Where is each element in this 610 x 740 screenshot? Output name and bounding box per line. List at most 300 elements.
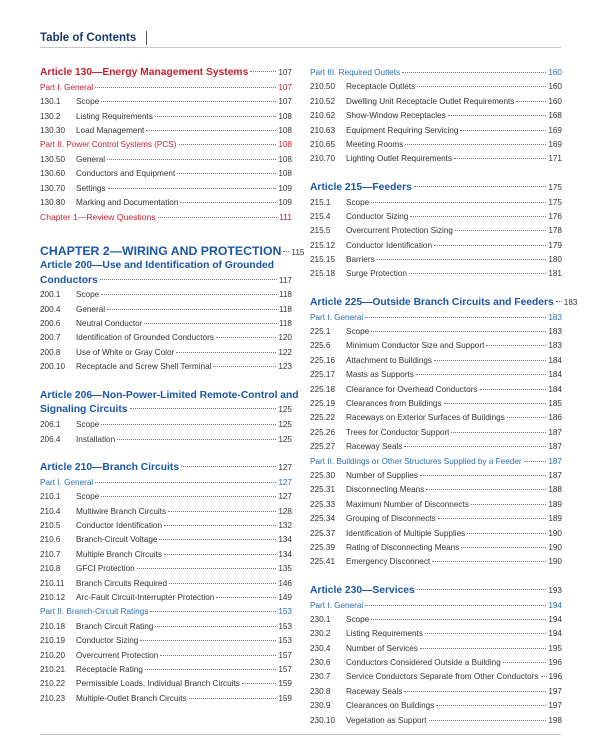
toc-row[interactable] <box>40 331 292 345</box>
section-title: Trees for Conductor Support <box>346 427 450 437</box>
page-number: 153 <box>278 607 292 617</box>
dot-leader <box>101 294 277 295</box>
section-title: Overcurrent Protection Sizing <box>346 226 453 236</box>
toc-row[interactable] <box>310 685 562 699</box>
section-title: Branch Circuits Required <box>76 578 168 588</box>
section-title: Scope <box>346 197 370 207</box>
part-heading[interactable] <box>40 210 292 224</box>
spacer <box>310 570 562 584</box>
toc-row[interactable] <box>40 490 292 504</box>
toc-row[interactable] <box>310 627 562 641</box>
toc-row[interactable] <box>310 95 562 109</box>
section-number: 206.1 <box>40 420 61 430</box>
section-number: 215.12 <box>310 240 336 250</box>
dot-leader <box>365 317 546 318</box>
dot-leader <box>169 583 276 584</box>
section-number: 230.2 <box>310 629 331 639</box>
section-title: Barriers <box>346 255 375 265</box>
article-title-line-1: Article 206—Non-Power-Limited Remote-Control and <box>40 389 299 401</box>
page-number: 194 <box>548 629 562 639</box>
section-number: 130.1 <box>40 97 61 107</box>
section-number: 210.19 <box>40 636 66 646</box>
section-title: Scope <box>76 97 100 107</box>
dot-leader <box>409 273 546 274</box>
dot-leader <box>417 589 547 590</box>
page-number: 135 <box>278 564 292 574</box>
dot-leader <box>140 640 276 641</box>
section-title: Raceways on Exterior Surfaces of Buildings <box>346 413 505 423</box>
dot-leader <box>455 230 546 231</box>
toc-row[interactable] <box>310 512 562 526</box>
part-heading-title: Part I. General <box>40 82 94 92</box>
section-number: 210.63 <box>310 125 336 135</box>
section-title: Permissible Loads, Individual Branch Circuits <box>76 679 240 689</box>
toc-row[interactable] <box>310 426 562 440</box>
page-number: 186 <box>548 413 562 423</box>
section-title: Branch Circuit Rating <box>76 621 154 631</box>
toc-row[interactable] <box>310 109 562 123</box>
page-number: 159 <box>278 693 292 703</box>
page-number: 169 <box>548 125 562 135</box>
section-title: Marking and Documentation <box>76 197 179 207</box>
section-number: 200.8 <box>40 347 61 357</box>
toc-row[interactable] <box>310 714 562 728</box>
section-title: Disconnecting Means <box>346 485 425 495</box>
dot-leader <box>416 374 547 375</box>
section-title: Branch-Circuit Voltage <box>76 535 158 545</box>
section-title: Conductor Sizing <box>76 636 139 646</box>
dot-leader <box>155 116 276 117</box>
article-link-title: Conductors <box>40 274 98 286</box>
dot-leader <box>130 408 277 409</box>
toc-row[interactable] <box>310 656 562 670</box>
section-title: Conductor Identification <box>346 240 433 250</box>
dot-leader <box>95 87 276 88</box>
page-number: 120 <box>278 333 292 343</box>
section-number: 225.41 <box>310 557 336 567</box>
dot-leader <box>480 389 547 390</box>
toc-row[interactable] <box>40 533 292 547</box>
dot-leader <box>414 186 546 187</box>
toc-row[interactable] <box>310 325 562 339</box>
toc-row[interactable] <box>310 196 562 210</box>
toc-row[interactable] <box>40 663 292 677</box>
dot-leader <box>145 669 276 670</box>
section-title: Arc-Fault Circuit-Interrupter Protection <box>76 592 215 602</box>
toc-row[interactable] <box>40 346 292 360</box>
dot-leader <box>434 245 546 246</box>
toc-row[interactable] <box>310 267 562 281</box>
toc-row[interactable] <box>310 354 562 368</box>
section-title: Conductors and Equipment <box>76 169 176 179</box>
page-number: 190 <box>548 557 562 567</box>
section-number: 200.10 <box>40 362 66 372</box>
section-number: 210.22 <box>40 679 66 689</box>
toc-row[interactable] <box>310 642 562 656</box>
page-number: 179 <box>548 240 562 250</box>
section-title: Scope <box>346 614 370 624</box>
section-number: 225.39 <box>310 542 336 552</box>
toc-row[interactable] <box>310 527 562 541</box>
page-number: 190 <box>548 542 562 552</box>
dot-leader <box>242 683 277 684</box>
article-link[interactable] <box>40 403 292 418</box>
section-title: Rating of Disconnecting Means <box>346 542 460 552</box>
right-column <box>310 66 578 728</box>
toc-row[interactable] <box>40 677 292 691</box>
dot-leader <box>371 331 546 332</box>
section-title: Attachment to Buildings <box>346 355 433 365</box>
section-number: 210.20 <box>40 650 66 660</box>
toc-row[interactable] <box>310 469 562 483</box>
page-number: 183 <box>548 327 562 337</box>
page-number: 149 <box>278 592 292 602</box>
toc-row[interactable] <box>40 505 292 519</box>
page-number: 175 <box>548 182 562 192</box>
dot-leader <box>460 130 546 131</box>
section-number: 225.16 <box>310 355 336 365</box>
page-number: 109 <box>278 197 292 207</box>
section-number: 210.62 <box>310 111 336 121</box>
toc-row[interactable] <box>310 253 562 267</box>
page-number: 185 <box>548 399 562 409</box>
article-title-line-1: Article 200—Use and Identification of Grounded <box>40 259 275 271</box>
article-heading <box>40 389 299 419</box>
page-number: 183 <box>563 297 578 307</box>
section-title: Raceway Seals <box>346 686 403 696</box>
section-number: 225.17 <box>310 370 336 380</box>
page-number: 118 <box>278 304 292 314</box>
toc-row[interactable] <box>40 317 292 331</box>
section-title: Vegetation as Support <box>346 715 427 725</box>
section-number: 215.4 <box>310 211 331 221</box>
toc-row[interactable] <box>40 288 292 302</box>
toc-row[interactable] <box>310 383 562 397</box>
section-number: 130.60 <box>40 169 66 179</box>
article-link[interactable] <box>310 181 562 196</box>
section-title: Settings <box>76 183 106 193</box>
toc-row[interactable] <box>40 692 292 706</box>
section-title: Multiwire Branch Circuits <box>76 506 167 516</box>
section-number: 225.31 <box>310 485 336 495</box>
section-number: 130.70 <box>40 183 66 193</box>
part-heading[interactable] <box>310 599 562 613</box>
section-number: 225.19 <box>310 399 336 409</box>
page-number: 197 <box>548 701 562 711</box>
page-number: 193 <box>548 585 562 595</box>
article-link[interactable] <box>310 584 562 599</box>
section-number: 210.65 <box>310 139 336 149</box>
page-number: 127 <box>278 492 292 502</box>
section-title: General <box>76 154 106 164</box>
section-number: 225.26 <box>310 427 336 437</box>
article-link-title: Article 215—Feeders <box>310 181 412 193</box>
section-title: Identification of Grounded Conductors <box>76 333 214 343</box>
dot-leader <box>429 720 547 721</box>
page-number: 181 <box>548 269 562 279</box>
toc-row[interactable] <box>310 440 562 454</box>
toc-row[interactable] <box>310 498 562 512</box>
page-number: 168 <box>548 111 562 121</box>
toc-row[interactable] <box>40 124 292 138</box>
left-column <box>40 66 305 706</box>
section-number: 210.4 <box>40 506 61 516</box>
dot-leader <box>117 439 276 440</box>
page-number: 187 <box>548 427 562 437</box>
toc-row[interactable] <box>40 634 292 648</box>
toc-row[interactable] <box>40 182 292 196</box>
section-title: General <box>76 304 106 314</box>
page-number: 132 <box>278 520 292 530</box>
toc-row[interactable] <box>40 548 292 562</box>
section-title: Receptacle and Screw Shell Terminal <box>76 362 212 372</box>
toc-row[interactable] <box>310 239 562 253</box>
toc-row[interactable] <box>40 519 292 533</box>
dot-leader <box>524 461 547 462</box>
dot-leader <box>507 417 547 418</box>
page-number: 178 <box>548 226 562 236</box>
page-number: 123 <box>278 362 292 372</box>
section-number: 130.2 <box>40 111 61 121</box>
page-number: 194 <box>548 614 562 624</box>
toc-row[interactable] <box>310 124 562 138</box>
toc-row[interactable] <box>40 649 292 663</box>
toc-row[interactable] <box>40 577 292 591</box>
toc-row[interactable] <box>310 670 562 684</box>
section-number: 210.5 <box>40 520 61 530</box>
toc-row[interactable] <box>310 138 562 152</box>
spacer <box>310 282 562 296</box>
page-number: 184 <box>548 370 562 380</box>
section-title: Maximum Number of Disconnects <box>346 499 469 509</box>
dot-leader <box>556 301 562 302</box>
page-number: 108 <box>278 154 292 164</box>
article-link-title: Article 130—Energy Management Systems <box>40 67 249 78</box>
dot-leader <box>160 655 276 656</box>
section-title: Clearances on Buildings <box>346 701 435 711</box>
toc-row[interactable] <box>310 699 562 713</box>
section-title: Grouping of Disconnects <box>346 514 436 524</box>
dot-leader <box>377 259 547 260</box>
section-number: 215.5 <box>310 226 331 236</box>
dot-leader <box>454 158 546 159</box>
toc-row[interactable] <box>40 591 292 605</box>
section-title: Clearances from Buildings <box>346 399 442 409</box>
part-heading[interactable] <box>40 138 292 152</box>
part-heading[interactable] <box>310 311 562 325</box>
page-header <box>40 29 147 47</box>
part-heading-title: Part III. Required Outlets <box>310 68 401 77</box>
dot-leader <box>503 662 547 663</box>
top-rule <box>40 47 561 48</box>
section-number: 225.27 <box>310 442 336 452</box>
page-number: 108 <box>278 111 292 121</box>
dot-leader <box>146 130 276 131</box>
section-number: 210.12 <box>40 592 66 602</box>
toc-row[interactable] <box>40 562 292 576</box>
section-title: Receptacle Outlets <box>346 82 416 92</box>
page-number: 118 <box>278 290 292 300</box>
section-title: Masts as Supports <box>346 370 414 380</box>
article-heading <box>310 296 578 311</box>
section-number: 130.50 <box>40 154 66 164</box>
article-link[interactable] <box>310 296 578 311</box>
part-heading[interactable] <box>40 81 292 95</box>
dot-leader <box>250 71 276 72</box>
page-number: 190 <box>548 528 562 538</box>
section-number: 225.22 <box>310 413 336 423</box>
article-link-title: Article 230—Services <box>310 584 415 596</box>
section-number: 130.80 <box>40 197 66 207</box>
page-number: 194 <box>548 600 562 610</box>
section-number: 200.7 <box>40 333 61 343</box>
dot-leader <box>426 489 546 490</box>
dot-leader <box>216 337 276 338</box>
dot-leader <box>283 251 289 252</box>
part-heading[interactable] <box>310 66 562 80</box>
section-title: Meeting Rooms <box>346 139 404 149</box>
page-number: 134 <box>278 549 292 559</box>
toc-row[interactable] <box>40 196 292 210</box>
article-link[interactable] <box>40 274 292 289</box>
section-title: Show-Window Receptacles <box>346 111 446 121</box>
toc-row[interactable] <box>310 613 562 627</box>
section-title: Scope <box>346 327 370 337</box>
page-number: 196 <box>548 672 563 682</box>
toc-row[interactable] <box>310 555 562 569</box>
page-number: 127 <box>278 477 292 487</box>
article-link-title: Article 225—Outside Branch Circuits and Feeders <box>310 296 554 308</box>
page-number: 189 <box>548 499 562 509</box>
chapter-link-title: CHAPTER 2—WIRING AND PROTECTION <box>40 243 282 258</box>
part-heading-title: Part II. Buildings or Other Structures Supplied by a Feeder <box>310 456 522 466</box>
section-title: Minimum Conductor Size and Support <box>346 341 485 351</box>
page-number: 153 <box>278 636 292 646</box>
part-heading-title: Part II. Branch-Circuit Ratings <box>40 607 149 617</box>
part-heading-title: Part I. General <box>40 477 94 487</box>
toc-row[interactable] <box>310 224 562 238</box>
section-title: Lighting Outlet Requirements <box>346 154 453 164</box>
toc-row[interactable] <box>310 541 562 555</box>
page-number: 184 <box>548 384 562 394</box>
spacer <box>40 447 292 461</box>
toc-row[interactable] <box>310 80 562 94</box>
spacer <box>40 375 292 389</box>
article-link[interactable] <box>40 461 292 476</box>
section-title: Surge Protection <box>346 269 407 279</box>
section-number: 215.18 <box>310 269 336 279</box>
page-number: 157 <box>278 664 292 674</box>
dot-leader <box>150 611 276 612</box>
toc-row[interactable] <box>40 620 292 634</box>
part-heading-title: Chapter 1—Review Questions <box>40 212 156 223</box>
page-number: 187 <box>548 442 562 452</box>
section-title: Emergency Disconnect <box>346 557 431 567</box>
section-number: 215.15 <box>310 255 336 265</box>
toc-row[interactable] <box>40 153 292 167</box>
dot-leader <box>410 216 546 217</box>
section-number: 225.37 <box>310 528 336 538</box>
page-number: 108 <box>278 125 292 135</box>
page-number: 171 <box>548 154 562 164</box>
page-number: 187 <box>548 470 562 480</box>
page-number: 127 <box>278 463 292 473</box>
page-number: 189 <box>548 514 562 524</box>
part-heading[interactable] <box>40 605 292 619</box>
toc-row[interactable] <box>310 152 562 166</box>
section-number: 210.11 <box>40 578 65 588</box>
article-link[interactable] <box>40 66 292 81</box>
toc-row[interactable] <box>40 110 292 124</box>
section-number: 210.8 <box>40 564 61 574</box>
section-number: 230.9 <box>310 701 331 711</box>
dot-leader <box>189 698 277 699</box>
toc-row[interactable] <box>310 411 562 425</box>
toc-row[interactable] <box>310 368 562 382</box>
dot-leader <box>434 360 546 361</box>
spacer <box>310 167 562 181</box>
toc-row[interactable] <box>310 483 562 497</box>
toc-row[interactable] <box>310 339 562 353</box>
part-heading[interactable] <box>310 455 562 469</box>
toc-row[interactable] <box>40 418 292 432</box>
dot-leader <box>168 511 276 512</box>
section-title: Use of White or Gray Color <box>76 347 175 357</box>
dot-leader <box>486 345 546 346</box>
page-number: 125 <box>278 420 292 430</box>
part-heading[interactable] <box>40 476 292 490</box>
toc-row[interactable] <box>40 303 292 317</box>
toc-row[interactable] <box>310 397 562 411</box>
dot-leader <box>471 504 546 505</box>
dot-leader <box>137 568 277 569</box>
section-title: Identification of Multiple Supplies <box>346 528 466 538</box>
chapter-heading <box>40 243 305 259</box>
dot-leader <box>180 202 276 203</box>
dot-leader <box>95 482 276 483</box>
dot-leader <box>101 496 276 497</box>
section-title: Receptacle Rating <box>76 664 143 674</box>
article-heading <box>40 461 292 476</box>
toc-row[interactable] <box>40 95 292 109</box>
page-number: 195 <box>548 643 562 653</box>
dot-leader <box>155 626 276 627</box>
spacer <box>40 225 292 243</box>
toc-row[interactable] <box>40 167 292 181</box>
section-title: Scope <box>76 420 100 430</box>
dot-leader <box>432 561 546 562</box>
part-heading-title: Part I. General <box>310 312 364 322</box>
toc-row[interactable] <box>310 210 562 224</box>
page-number: 107 <box>278 68 292 77</box>
dot-leader <box>417 86 546 87</box>
dot-leader <box>100 279 277 280</box>
page-number: 183 <box>548 341 562 351</box>
dot-leader <box>451 432 546 433</box>
section-title: Conductor Sizing <box>346 211 409 221</box>
toc-row[interactable] <box>40 433 292 447</box>
toc-row[interactable] <box>40 360 292 374</box>
dot-leader <box>365 605 546 606</box>
dot-leader <box>144 323 276 324</box>
dot-leader <box>404 446 546 447</box>
section-number: 210.50 <box>310 82 336 92</box>
dot-leader <box>159 539 276 540</box>
page-number: 117 <box>278 275 292 285</box>
dot-leader <box>164 554 276 555</box>
section-title: Multiple Branch Circuits <box>76 549 162 559</box>
article-heading <box>310 181 562 196</box>
